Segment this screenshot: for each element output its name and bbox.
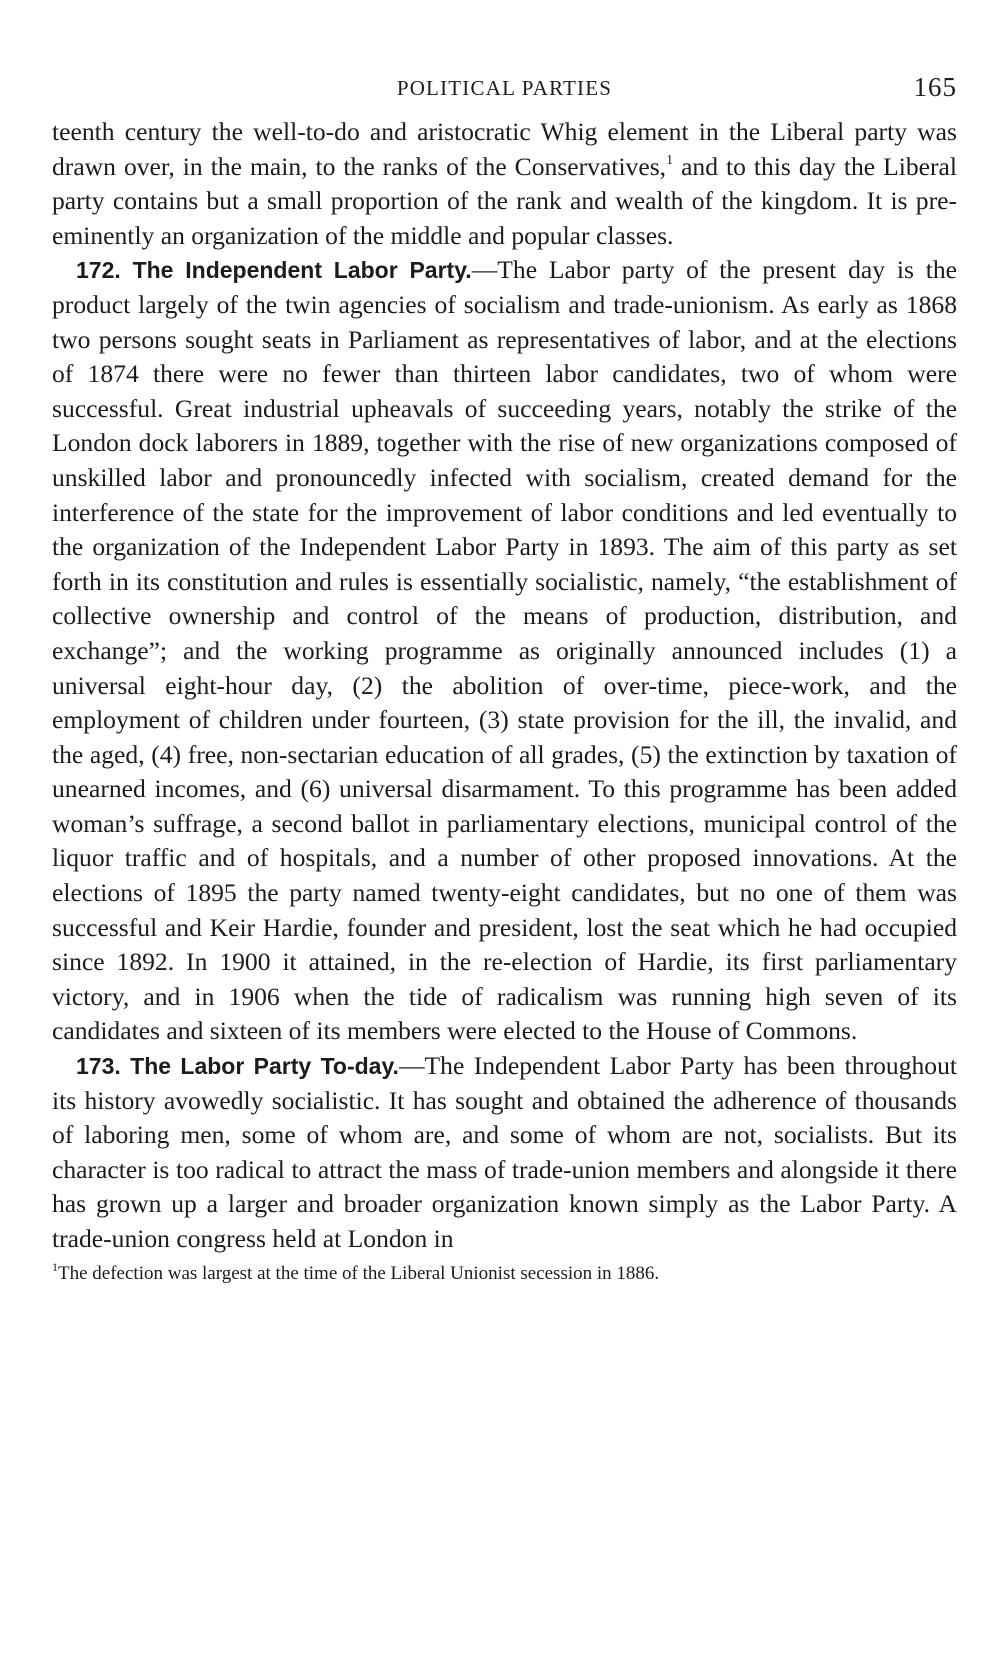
footnote — [52, 1261, 957, 1287]
section-number: 172. — [76, 257, 121, 284]
footnote-reference: 1 — [666, 152, 674, 168]
body-text — [52, 115, 957, 1257]
section-text: —The Independent Labor Party has been throughout its history avowedly socialistic. It has sought and obtained the adherence of thousands of laboring men, some of whom are, and some of whom are not, socialists. But its character is too radical to attract the mass of trade-union members and alongside it there has grown up a larger and broader organization known simply as the Labor Party. A trade-union congress held at London in — [52, 1051, 957, 1253]
footnote-marker: 1 — [52, 1259, 58, 1274]
footnote-text: The defection was largest at the time of the Liberal Unionist secession in 1886. — [58, 1262, 660, 1284]
book-page — [52, 72, 957, 1287]
running-head: POLITICAL PARTIES — [396, 76, 613, 100]
paragraph-text: teenth century the well-to-do and aristocratic Whig element in the Liberal party was drawn over, in the main, to the ranks of the Conservatives, — [52, 117, 957, 181]
page-number: 165 — [913, 72, 957, 102]
paragraph-continuation — [52, 115, 957, 253]
section-title: The Labor Party To-day. — [130, 1053, 399, 1080]
section-173 — [52, 1049, 957, 1257]
page-header — [52, 72, 957, 112]
section-text: —The Labor party of the present day is the product largely of the twin agencies of socialism and trade-unionism. As early as 1868 two persons sought seats in Parliament as representatives of labor, and at the elections of 1874 there were no fewer than thirteen labor candidates, two of whom were successful. Great industrial upheavals of succeeding years, notably the strike of the London dock laborers in 1889, together with the rise of new organizations composed of unskilled labor and pronouncedly infected with socialism, created demand for the interference of the state for the improvement of labor conditions and led eventually to the organization of the Independent Labor Party in 1893. The aim of this party as set forth in its constitution and rules is essentially socialistic, namely, “the establishment of collective ownership and control of the means of production, distribution, and exchange”; and the working programme as originally announced includes (1) a universal eight-hour day, (2) the abolition of over-time, piece-work, and the employment of children under fourteen, (3) state provision for the ill, the invalid, and the aged, (4) free, non-sectarian education of all grades, (5) the extinction by taxation of unearned incomes, and (6) universal disarmament. To this programme has been added woman’s suffrage, a second ballot in parliamentary elections, municipal control of the liquor traffic and of hospitals, and a number of other proposed innovations. At the elections of 1895 the party named twenty-eight candidates, but no one of them was successful and Keir Hardie, founder and president, lost the seat which he had occupied since 1892. In 1900 it attained, in the re-election of Hardie, its first parliamentary victory, and in 1906 when the tide of radicalism was running high seven of its candidates and sixteen of its members were elected to the House of Commons. — [52, 255, 957, 1046]
section-number: 173. — [76, 1053, 121, 1080]
section-172 — [52, 253, 957, 1049]
paragraph-text: and to this day the Liberal party contains but a small proportion of the rank and wealth of the kingdom. It is pre-eminently an organization of the middle and popular classes. — [52, 151, 957, 250]
section-title: The Independent Labor Party. — [132, 257, 472, 284]
